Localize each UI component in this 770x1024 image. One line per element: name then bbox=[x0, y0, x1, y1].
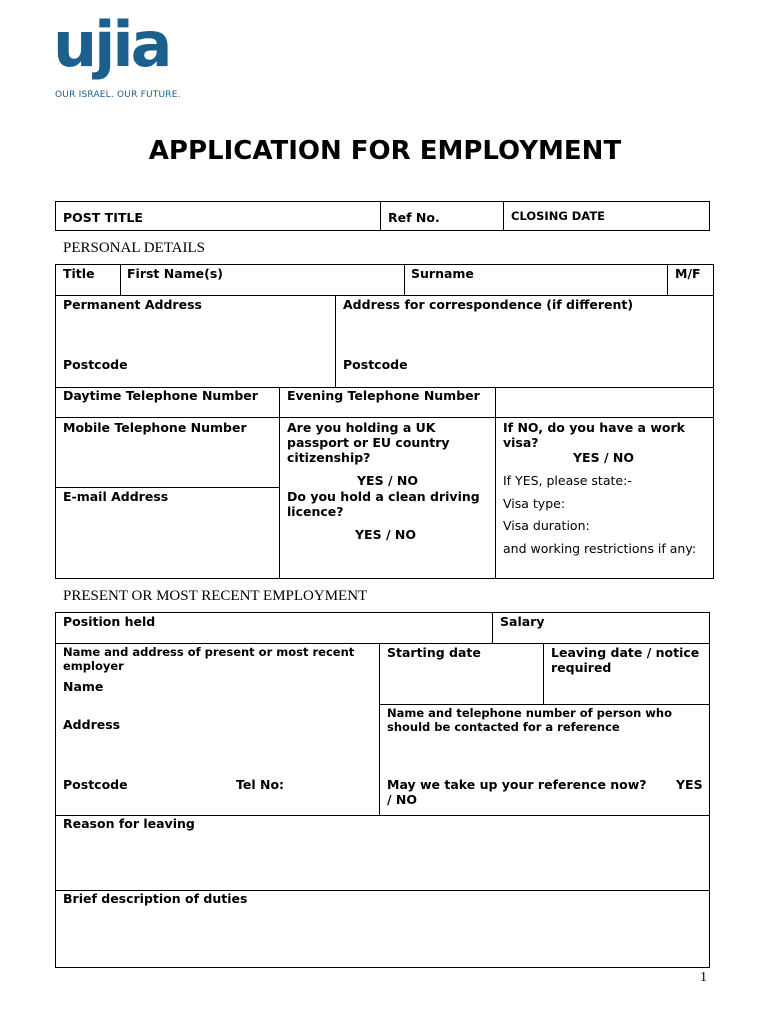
reason-for-leaving-field[interactable]: Reason for leaving bbox=[63, 816, 195, 831]
page-title: APPLICATION FOR EMPLOYMENT bbox=[148, 136, 622, 166]
first-names-field[interactable]: First Name(s) bbox=[127, 266, 224, 281]
uk-passport-answer[interactable]: YES / NO bbox=[357, 473, 418, 488]
post-row bbox=[55, 201, 710, 231]
postcode-right-field[interactable]: Postcode bbox=[343, 357, 408, 372]
reference-now-yes[interactable]: YES bbox=[676, 777, 703, 792]
position-held-field[interactable]: Position held bbox=[63, 614, 156, 629]
evening-tel-field[interactable]: Evening Telephone Number bbox=[287, 388, 480, 403]
postcode-left-field[interactable]: Postcode bbox=[63, 357, 128, 372]
if-yes-label: If YES, please state:- bbox=[503, 473, 632, 488]
personal-details-heading: PERSONAL DETAILS bbox=[63, 240, 205, 256]
leaving-date-field[interactable]: Leaving date / notice required bbox=[551, 645, 700, 675]
daytime-tel-field[interactable]: Daytime Telephone Number bbox=[63, 388, 258, 403]
post-title-field[interactable]: POST TITLE bbox=[63, 210, 143, 225]
reference-now-question: May we take up your reference now? bbox=[387, 777, 647, 792]
employer-address-field[interactable]: Address bbox=[63, 717, 121, 732]
work-visa-question: If NO, do you have a work visa? bbox=[503, 420, 685, 450]
visa-type-field[interactable]: Visa type: bbox=[503, 496, 566, 511]
mf-field[interactable]: M/F bbox=[675, 266, 701, 281]
mobile-tel-field[interactable]: Mobile Telephone Number bbox=[63, 420, 247, 435]
driving-question: Do you hold a clean driving licence? bbox=[287, 489, 480, 519]
employer-postcode-field[interactable]: Postcode bbox=[63, 777, 128, 792]
employment-heading: PRESENT OR MOST RECENT EMPLOYMENT bbox=[63, 588, 368, 604]
permanent-address-field[interactable]: Permanent Address bbox=[63, 297, 202, 312]
employer-name-field[interactable]: Name bbox=[63, 679, 104, 694]
page-number: 1 bbox=[700, 970, 707, 985]
ujia-logo: ujia bbox=[53, 8, 170, 81]
employer-tel-field[interactable]: Tel No: bbox=[236, 777, 285, 792]
work-visa-answer[interactable]: YES / NO bbox=[573, 450, 634, 465]
closing-date-field[interactable]: CLOSING DATE bbox=[511, 209, 606, 223]
ref-no-field[interactable]: Ref No. bbox=[388, 210, 440, 225]
driving-answer[interactable]: YES / NO bbox=[355, 527, 416, 542]
title-field[interactable]: Title bbox=[63, 266, 95, 281]
email-field[interactable]: E-mail Address bbox=[63, 489, 169, 504]
logo-tagline: OUR ISRAEL. OUR FUTURE. bbox=[55, 90, 181, 100]
reference-now-no[interactable]: / NO bbox=[387, 792, 418, 807]
reference-person-field[interactable]: Name and telephone number of person who should be contacted for a reference bbox=[387, 706, 673, 734]
visa-duration-field[interactable]: Visa duration: bbox=[503, 518, 590, 533]
salary-field[interactable]: Salary bbox=[500, 614, 545, 629]
uk-passport-question: Are you holding a UK passport or EU country citizenship? bbox=[287, 420, 450, 465]
employer-name-address-label: Name and address of present or most recent employer bbox=[63, 645, 355, 673]
surname-field[interactable]: Surname bbox=[411, 266, 474, 281]
correspondence-address-field[interactable]: Address for correspondence (if different) bbox=[343, 297, 634, 312]
restrictions-field[interactable]: and working restrictions if any: bbox=[503, 541, 697, 556]
starting-date-field[interactable]: Starting date bbox=[387, 645, 481, 660]
duties-field[interactable]: Brief description of duties bbox=[63, 891, 248, 906]
